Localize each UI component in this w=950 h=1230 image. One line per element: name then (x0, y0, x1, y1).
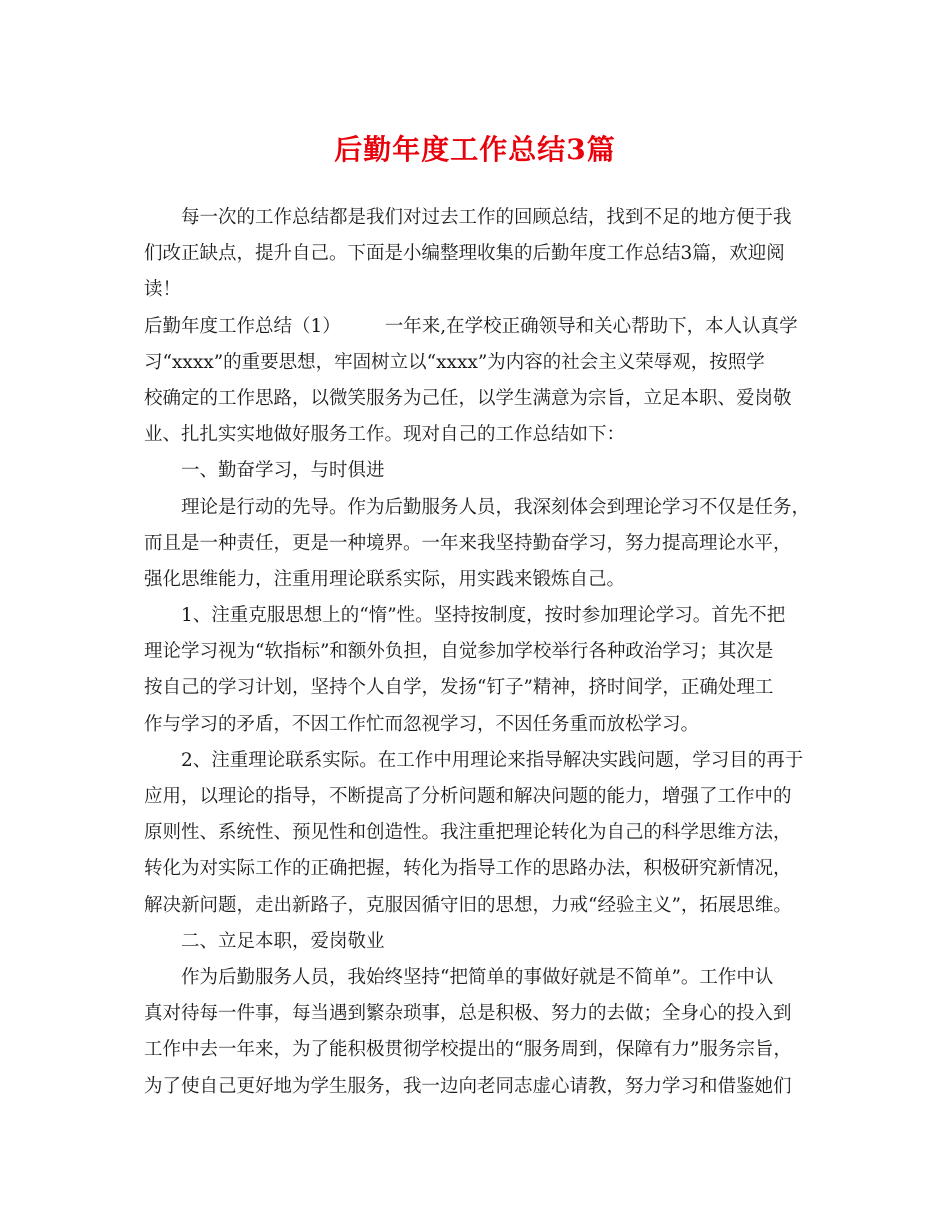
heading-line: 一、勤奋学习，与时俱进 (181, 460, 385, 482)
heading-line: 二、立足本职，爱岗敬业 (181, 930, 385, 952)
paragraph-line: 原则性、系统性、预见性和创造性。我注重把理论转化为自己的科学思维方法， (144, 822, 792, 844)
paragraph-line: 而且是一种责任，更是一种境界。一年来我坚持勤奋学习，努力提高理论水平， (144, 532, 792, 554)
paragraph-line: 作与学习的矛盾，不因工作忙而忽视学习，不因任务重而放松学习。 (144, 713, 700, 735)
paragraph-line: 业、扎扎实实地做好服务工作。现对自己的工作总结如下： (144, 424, 626, 446)
paragraph-line: 1、注重克服思想上的“惰”性。坚持按制度，按时参加理论学习。首先不把 (181, 605, 786, 627)
document-title: 后勤年度工作总结3篇 (334, 133, 616, 166)
paragraph-line: 校确定的工作思路，以微笑服务为己任，以学生满意为宗旨，立足本职、爱岗敬 (144, 387, 792, 409)
paragraph-line: 理论学习视为“软指标”和额外负担，自觉参加学校举行各种政治学习；其次是 (144, 641, 774, 663)
paragraph-line: 应用，以理论的指导，不断提高了分析问题和解决问题的能力，增强了工作中的 (144, 786, 792, 807)
paragraph-line: 按自己的学习计划，坚持个人自学，发扬“钉子”精神，挤时间学，正确处理工 (144, 677, 774, 699)
paragraph-line: 理论是行动的先导。作为后勤服务人员，我深刻体会到理论学习不仅是任务， (181, 496, 811, 518)
section-line (144, 309, 814, 345)
document-body (144, 200, 814, 1105)
paragraph-line: 真对待每一件事，每当遇到繁杂琐事，总是积极、努力的去做；全身心的投入到 (144, 1003, 792, 1025)
paragraph-line: 解决新问题，走出新路子，克服因循守旧的思想，力戒“经验主义”，拓展思维。 (144, 894, 792, 916)
paragraph-line: 为了使自己更好地为学生服务，我一边向老同志虚心请教，努力学习和借鉴她们 (144, 1075, 792, 1097)
paragraph-line: 强化思维能力，注重用理论联系实际，用实践来锻炼自己。 (144, 568, 626, 590)
paragraph-line: 每一次的工作总结都是我们对过去工作的回顾总结，找到不足的地方便于我 (181, 207, 792, 228)
paragraph-line: 工作中去一年来，为了能积极贯彻学校提出的“服务周到，保障有力”服务宗旨， (144, 1039, 792, 1061)
paragraph-line: 作为后勤服务人员，我始终坚持“把简单的事做好就是不简单”。工作中认 (181, 966, 774, 988)
paragraph-line: 们改正缺点，提升自己。下面是小编整理收集的后勤年度工作总结3篇，欢迎阅 (144, 243, 785, 265)
paragraph-line: 转化为对实际工作的正确把握，转化为指导工作的思路办法，积极研究新情况， (144, 858, 792, 880)
paragraph-line: 2、注重理论联系实际。在工作中用理论来指导解决实践问题，学习目的再于 (181, 749, 804, 771)
paragraph-line: 习“xxxx”的重要思想，牢固树立以“xxxx”为内容的社会主义荣辱观，按照学 (144, 351, 765, 373)
section-first-line: 一年来,在学校正确领导和关心帮助下，本人认真学 (384, 315, 798, 337)
section-heading: 后勤年度工作总结（1） (144, 315, 341, 337)
paragraph-line: 读！ (144, 279, 182, 301)
